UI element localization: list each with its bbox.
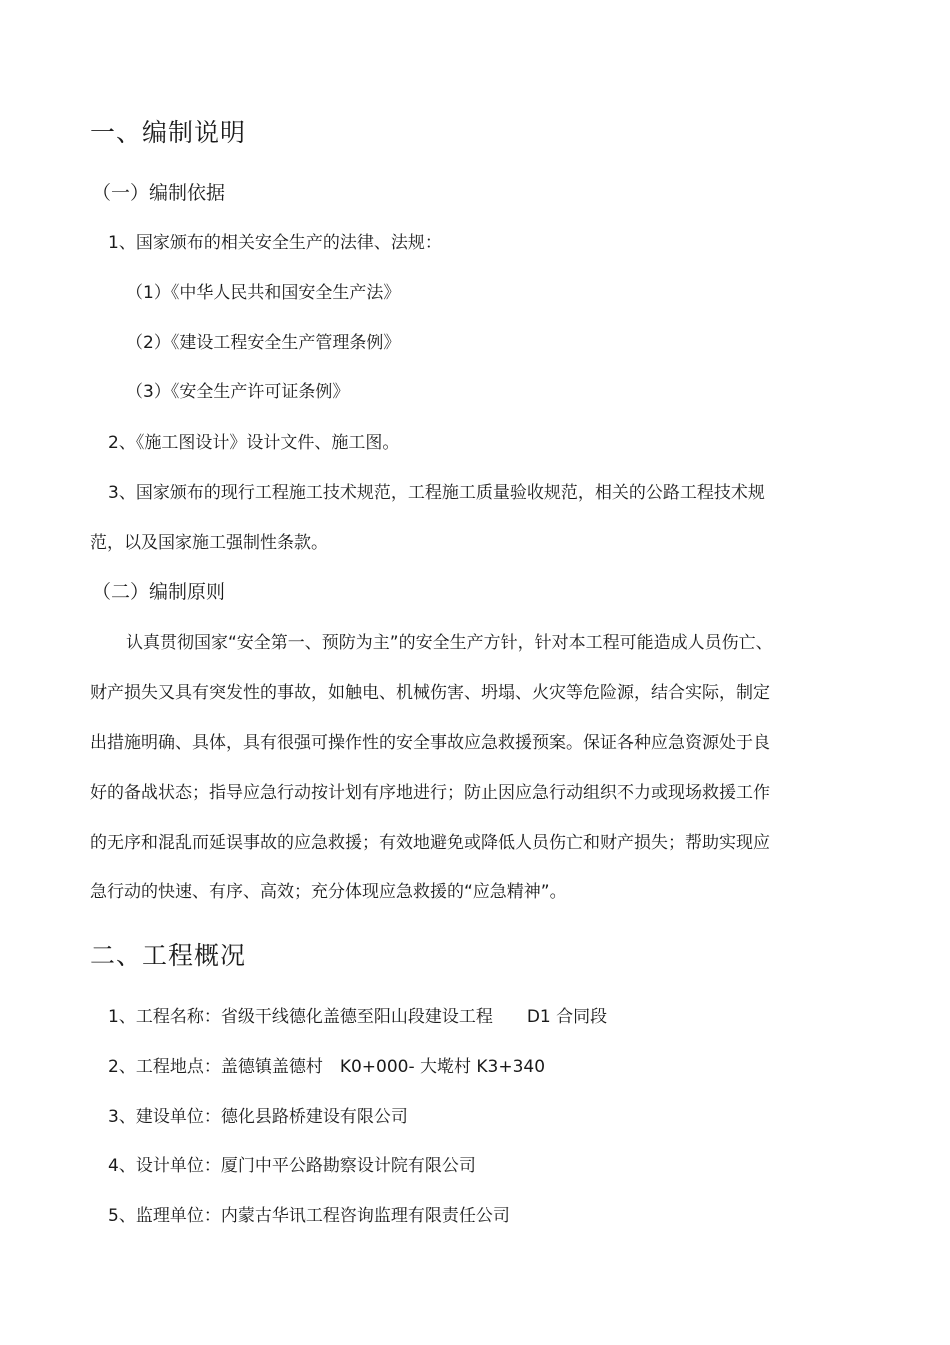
principles-line-1: 认真贯彻国家“安全第一、预防为主”的安全生产方针，针对本工程可能造成人员伤亡、 (126, 633, 773, 653)
principles-line-6: 急行动的快速、有序、高效；充分体现应急救援的“应急精神”。 (90, 882, 567, 902)
project-item-3: 3、建设单位：德化县路桥建设有限公司 (108, 1107, 408, 1127)
section1-heading: 一、编制说明 (90, 118, 247, 147)
project-item-5: 5、监理单位：内蒙古华讯工程咨询监理有限责任公司 (108, 1206, 510, 1226)
principles-line-2: 财产损失又具有突发性的事故，如触电、机械伤害、坍塌、火灾等危险源，结合实际，制定 (90, 683, 770, 703)
law-item-3: （3）《安全生产许可证条例》 (126, 382, 350, 402)
project-item-1: 1、工程名称：省级干线德化盖德至阳山段建设工程 D1 合同段 (108, 1007, 608, 1027)
section2-heading: 二、工程概况 (90, 941, 247, 970)
basis-item-2: 2、《施工图设计》设计文件、施工图。 (108, 433, 400, 453)
principles-subheading: （二）编制原则 (92, 581, 226, 603)
principles-line-5: 的无序和混乱而延误事故的应急救援；有效地避免或降低人员伤亡和财产损失；帮助实现应 (90, 833, 770, 853)
basis-item-1: 1、国家颁布的相关安全生产的法律、法规： (108, 233, 442, 253)
project-item-4: 4、设计单位：厦门中平公路勘察设计院有限公司 (108, 1156, 476, 1176)
basis-subheading: （一）编制依据 (92, 182, 226, 204)
project-item-2: 2、工程地点：盖德镇盖德村 K0+000- 大墘村 K3+340 (108, 1057, 546, 1077)
principles-line-4: 好的备战状态；指导应急行动按计划有序地进行；防止因应急行动组织不力或现场救援工作 (90, 783, 770, 803)
principles-line-3: 出措施明确、具体，具有很强可操作性的安全事故应急救援预案。保证各种应急资源处于良 (90, 733, 770, 753)
law-item-1: （1）《中华人民共和国安全生产法》 (126, 283, 401, 303)
law-item-2: （2）《建设工程安全生产管理条例》 (126, 333, 401, 353)
basis-item-3-line-1: 3、国家颁布的现行工程施工技术规范，工程施工质量验收规范，相关的公路工程技术规 (108, 483, 765, 503)
basis-item-3-line-2: 范，以及国家施工强制性条款。 (90, 533, 328, 553)
